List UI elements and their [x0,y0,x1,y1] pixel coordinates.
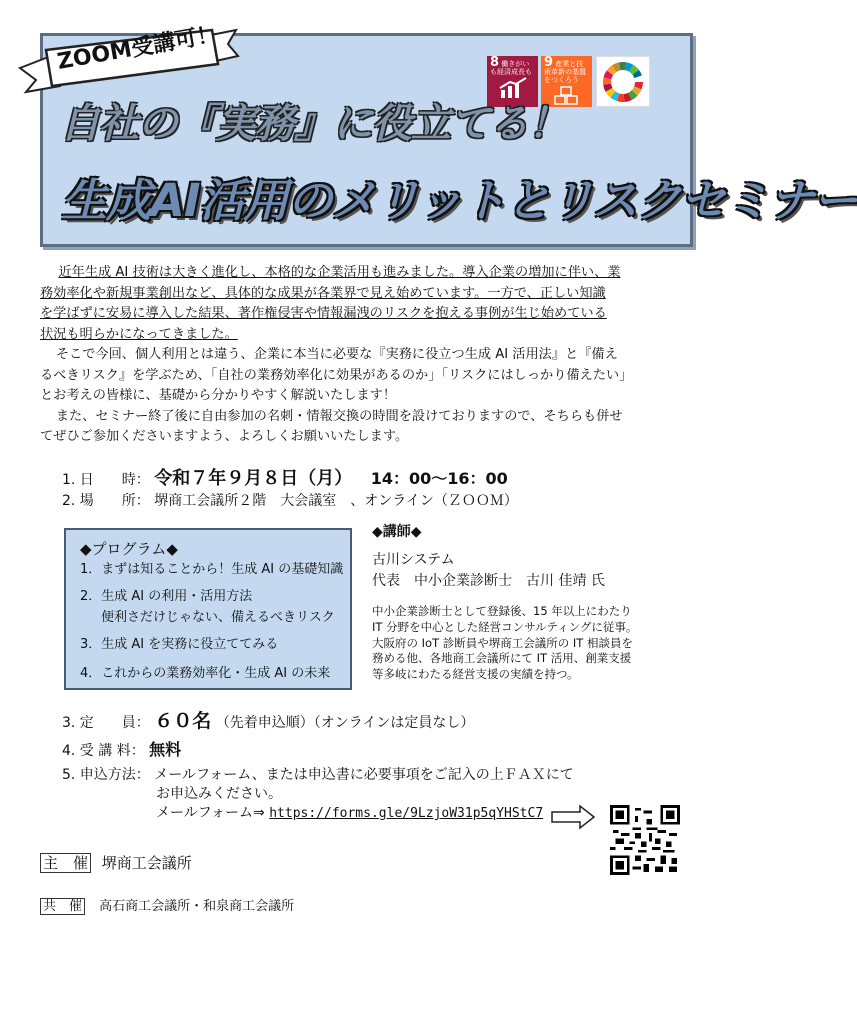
lecturer-bio [372,604,688,683]
lecturer-heading: ◆講師◆ [372,524,422,540]
cohost-label: 共 催 [40,898,85,915]
intro-line: 近年生成 AI 技術は大きく進化し、本格的な企業活用も進みました。導入企業の増加に伴い、業 [58,265,621,280]
arrow-right-icon [550,805,596,829]
sdg9-number: 9 [544,55,554,70]
program-item: 3．生成 AI を実務に役立ててみる [80,637,279,652]
bio-line: IT 分野を中心とした経営コンサルティングに従事。 [372,619,638,634]
form-link[interactable]: https://forms.gle/9LzjoW31p5qYHStC7 [269,806,544,821]
bio-line: 中小企業診断士として登録後、15 年以上にわたり [372,604,632,618]
place-value: 堺商工会議所２階 大会議室 、オンライン（ＺＯＯＭ） [154,493,518,509]
sdg-color-wheel [601,60,645,104]
program-item: 1．まずは知ることから！生成 AI の基礎知識 [80,562,344,577]
capacity-note: （先着申込順）（オンラインは定員なし） [215,715,475,731]
sdg8-text: 働きがいも経済成長も [490,60,532,76]
bio-line: 等多岐にわたる経営支援の実績を持つ。 [372,667,579,682]
capacity-label: 3. 定 員： [62,715,150,731]
qr-code[interactable] [610,805,680,875]
bio-line: 大阪府の IoT 診断員や堺商工会議所の IT 相談員を [372,635,633,650]
sdg8-number: 8 [490,55,500,70]
program-title: ◆プログラム◆ [80,540,178,558]
sdg-wheel-icon [596,56,650,107]
intro-paragraph [40,263,686,448]
bio-line: 務める他、各地商工会議所にて IT 活用、創業支援 [372,651,632,666]
sdg9-text: 産業と技術革新の基盤をつくろう [544,60,586,84]
intro-line: そこで今回、個人利用とは違う、企業に本当に必要な『実務に役立つ生成 AI 活用法』と『備え [55,347,618,362]
main-title-line2: 生成AI活用のメリットとリスクセミナー [62,174,857,227]
lecturer-company: 古川システム [372,552,455,568]
fee-label: 4. 受 講 料： [62,743,145,759]
intro-line: 状況も明らかになってきました。 [40,326,238,342]
capacity-row [62,706,474,733]
form-row [156,802,543,822]
lecturer-name: 代表 中小企業診断士 古川 佳靖 氏 [372,573,605,589]
intro-line: とお考えの皆様に、基礎から分かりやすく解説いたします！ [40,388,397,403]
program-item: 4．これからの業務効率化・生成 AI の未来 [80,666,331,681]
place-label: 2. 場 所： [62,493,150,509]
fee-row [62,737,181,760]
main-title-line1: 自社の『実務』に役立てる！ [60,101,567,147]
host-row [40,852,192,873]
host-value: 堺商工会議所 [101,854,192,872]
date-label: 1. 日 時： [62,472,150,488]
host-label: 主 催 [40,853,91,873]
date-row [62,464,508,490]
intro-line: るべきリスク』を学ぶため、「自社の業務効率化に効果があるのか」「リスクにはしっかり備えたい」 [40,367,633,383]
cohost-row [40,895,294,914]
apply-line2: お申込みください。 [156,786,282,802]
place-row [62,490,518,510]
intro-line: を学ばずに安易に導入した結果、著作権侵害や情報漏洩のリスクを抱える事例が生じ始めている [40,306,607,321]
fee-value: 無料 [149,740,182,759]
intro-line: また、セミナー終了後に自由参加の名刺・情報交換の時間を設けておりますので、そちらも併せ [55,408,623,424]
intro-line: てぜひご参加くださいますよう、よろしくお願いいたします。 [40,429,409,444]
program-item: 2．生成 AI の利用・活用方法 [80,589,253,604]
time-value: 14：00〜16：00 [370,469,508,488]
date-value: 令和７年９月８日（月） [154,468,353,489]
capacity-value: ６０名 [154,710,212,732]
cohost-value: 高石商工会議所・和泉商工会議所 [99,899,295,914]
zoom-badge: ZOOM受講可！ [55,21,221,75]
intro-line: 務効率化や新規事業創出など、具体的な成果が各業界で見え始めています。一方で、正しい知識 [40,285,606,301]
apply-line1: メールフォーム、または申込書に必要事項をご記入の上ＦＡＸにて [154,767,574,783]
apply-row [62,764,574,784]
form-prefix: メールフォーム⇒ [156,805,265,821]
apply-label: 5. 申込方法： [62,767,150,783]
program-item: 便利さだけじゃない、備えるべきリスク [101,610,335,625]
